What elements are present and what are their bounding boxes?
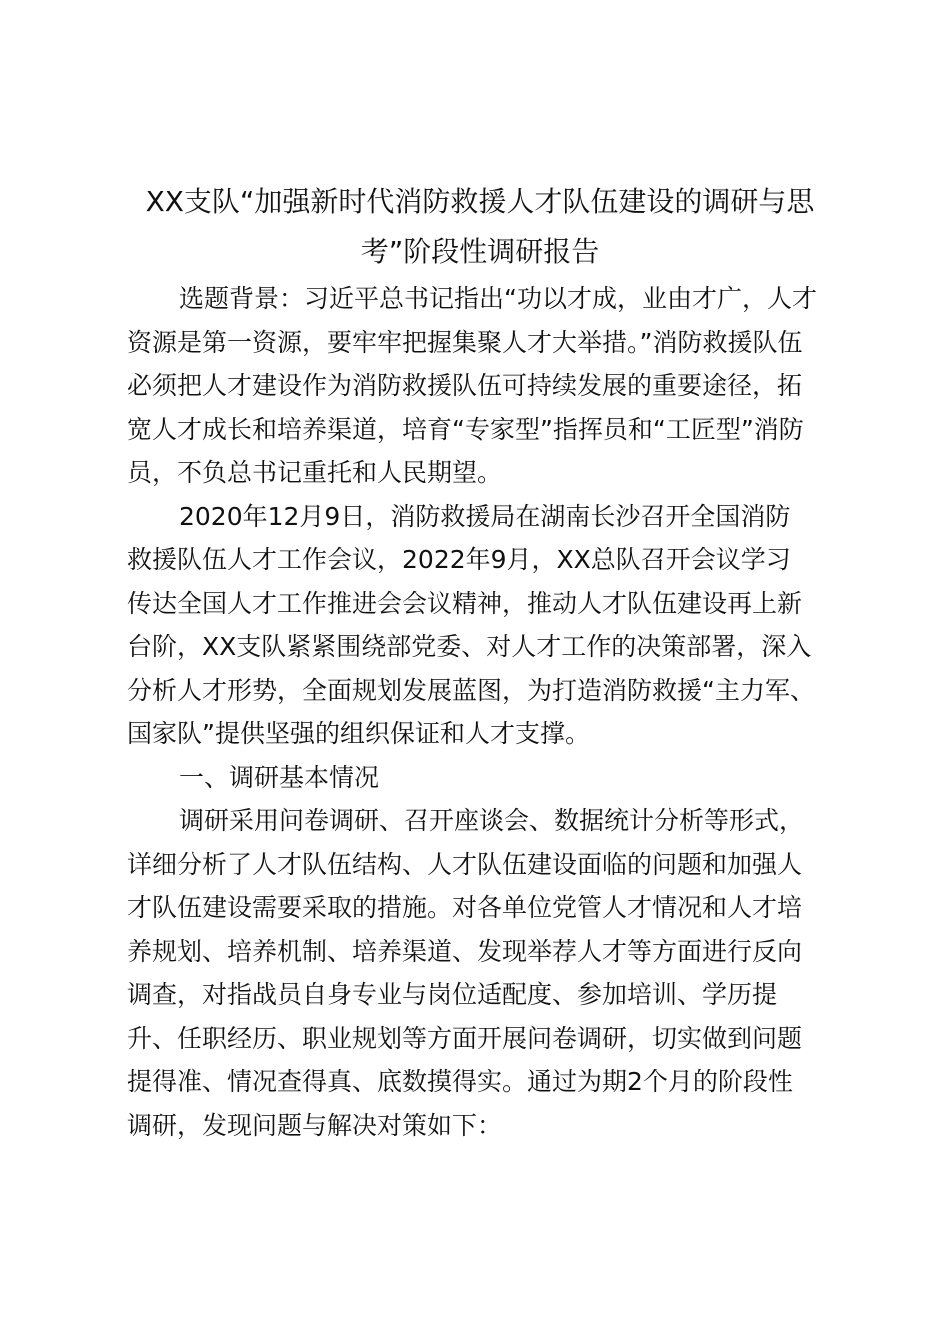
paragraph-meeting [127, 495, 832, 756]
text-line: 宽人才成长和培养渠道，培育“专家型”指挥员和“工匠型”消防 [127, 414, 804, 444]
heading-line: 一、调研基本情况 [179, 762, 380, 792]
text-line: 资源是第一资源，要牢牢把握集聚人才大举措。”消防救援队伍 [127, 327, 803, 357]
text-line: 调研采用问卷调研、召开座谈会、数据统计分析等形式， [179, 806, 805, 835]
text-line: 传达全国人才工作推进会会议精神，推动人才队伍建设再上新 [127, 588, 803, 618]
paragraph-survey [127, 799, 832, 1147]
text-line: 员，不负总书记重托和人民期望。 [127, 458, 503, 487]
text-line: 台阶，XX支队紧紧围绕部党委、对人才工作的决策部署，深入 [127, 632, 812, 661]
text-line: 国家队”提供坚强的组织保证和人才支撑。 [127, 719, 590, 748]
text-line: 才队伍建设需要采取的措施。对各单位党管人才情况和人才培 [127, 893, 803, 922]
text-line: 养规划、培养机制、培养渠道、发现举荐人才等方面进行反向 [127, 936, 803, 966]
document-body [127, 277, 832, 1147]
text-line: 提得准、情况查得真、底数摸得实。通过为期2个月的阶段性 [127, 1067, 793, 1096]
text-line: 选题背景：习近平总书记指出“功以才成，业由才广，人才 [179, 284, 817, 313]
text-line: 救援队伍人才工作会议，2022年9月，XX总队召开会议学习 [127, 545, 791, 574]
text-line: 调研，发现问题与解决对策如下： [127, 1110, 503, 1140]
text-line: 调查，对指战员自身专业与岗位适配度、参加培训、学历提 [127, 980, 778, 1009]
title-line: XX支队“加强新时代消防救援人才队伍建设的调研与思 [145, 185, 815, 218]
text-line: 2020年12月9日，消防救援局在湖南长沙召开全国消防 [179, 501, 791, 531]
text-line: 分析人才形势，全面规划发展蓝图，为打造消防救援“主力军、 [127, 675, 815, 705]
title-line: 考”阶段性调研报告 [360, 235, 600, 268]
text-line: 详细分析了人才队伍结构、人才队伍建设面临的问题和加强人 [127, 849, 803, 879]
paragraph-background [127, 277, 832, 495]
text-line: 必须把人才建设作为消防救援队伍可持续发展的重要途径，拓 [127, 371, 803, 400]
text-line: 升、任职经历、职业规划等方面开展问卷调研，切实做到问题 [127, 1023, 803, 1053]
section-heading [127, 756, 832, 800]
document-title [120, 177, 840, 277]
